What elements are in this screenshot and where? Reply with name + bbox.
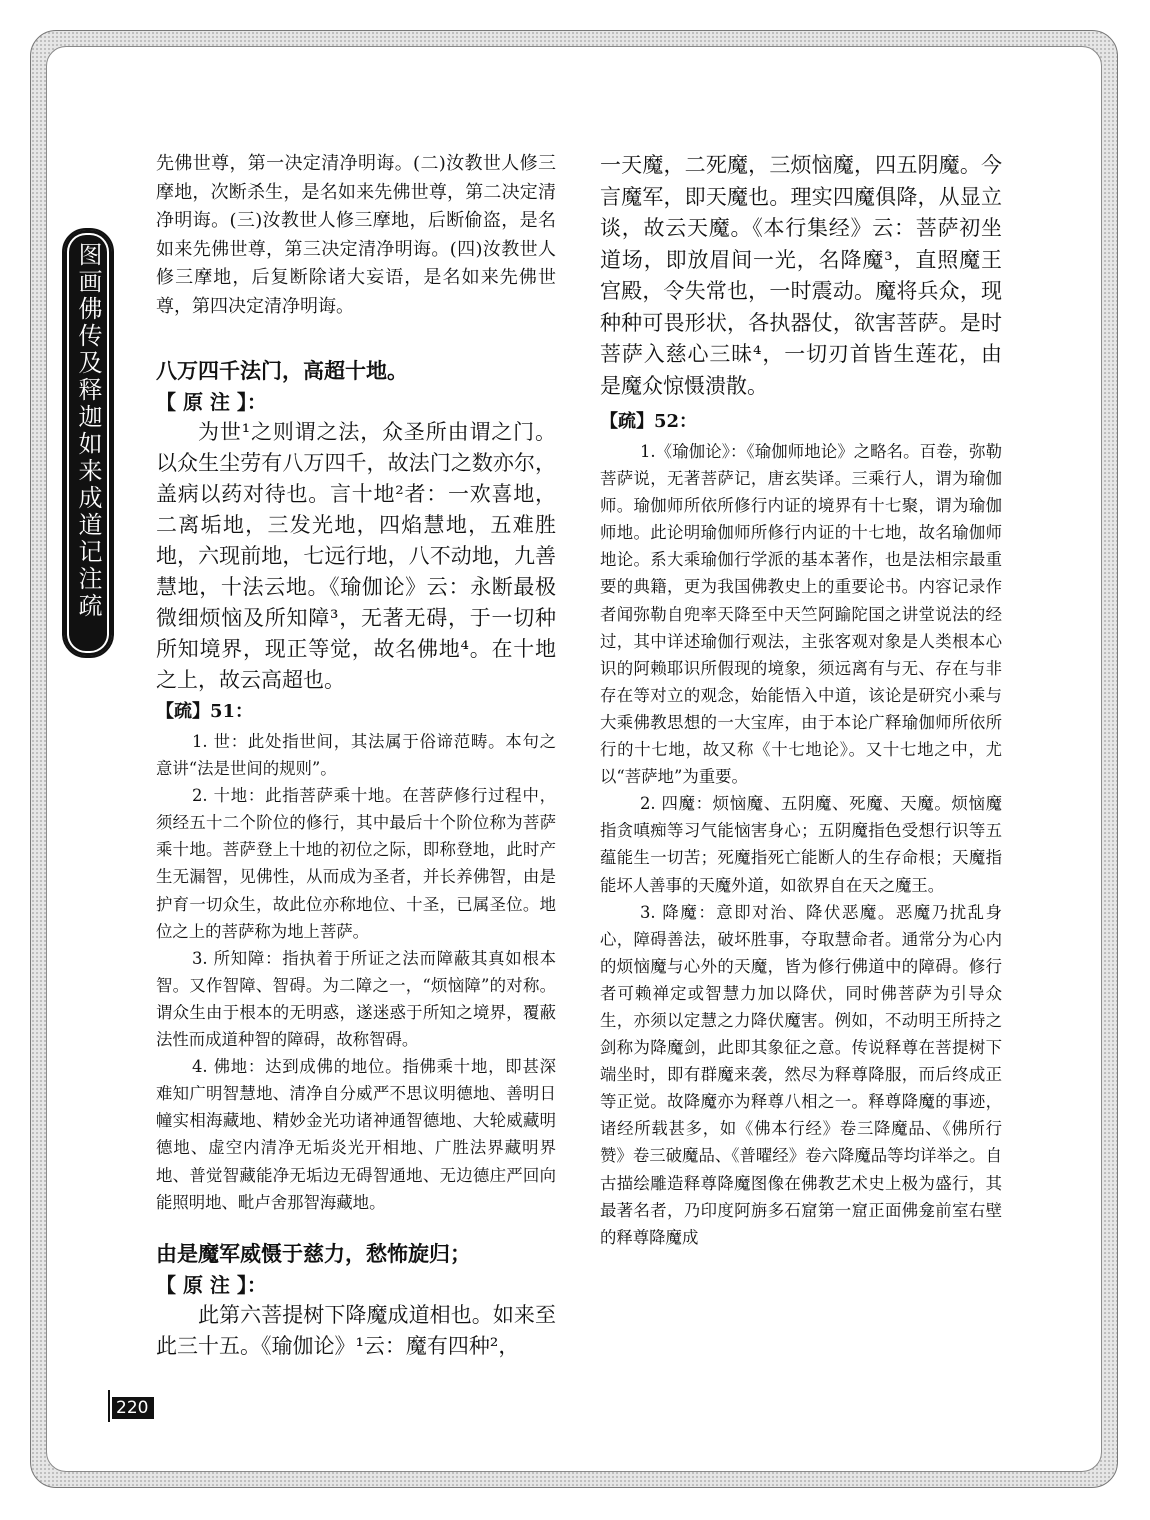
side-tab-title: 图画佛传及释迦如来成道记注疏 xyxy=(74,242,102,620)
commentary-52-item-2: 2. 四魔：烦恼魔、五阴魔、死魔、天魔。烦恼魔指贪嗔痴等习气能恼害身心；五阴魔指色受想行识等五蕴能生一切苦；死魔指死亡能断人的生存命根；天魔指能坏人善事的天魔外道，如欲界自在天之魔王。 xyxy=(600,794,1002,895)
section-heading-2: 由是魔军威慑于慈力，愁怖旋归； xyxy=(156,1240,471,1266)
original-note-text-2: 此第六菩提树下降魔成道相也。如来至此三十五。《瑜伽论》¹云：魔有四种²， xyxy=(156,1302,556,1358)
continued-paragraph: 一天魔，二死魔，三烦恼魔，四五阴魔。今言魔军，即天魔也。理实四魔俱降，从显立谈，故云天魔。《本行集经》云：菩萨初坐道场，即放眉间一光，名降魔³，直照魔王宫殿，令失常也，一时震动。魔将兵众，现种种可畏形状，各执器仗，欲害菩萨。是时菩萨入慈心三昧⁴，一切刃首皆生莲花，由是魔众惊慑溃散。 xyxy=(600,153,1002,398)
commentary-51-item-1: 1. 世：此处指世间，其法属于俗谛范畴。本句之意讲“法是世间的规则”。 xyxy=(156,732,556,779)
page-number-rule xyxy=(108,1390,110,1422)
section-heading-1: 八万四千法门，高超十地。 xyxy=(156,358,408,383)
intro-paragraph: 先佛世尊，第一决定清净明诲。(二)汝教世人修三摩地，次断杀生，是名如来先佛世尊，第二决定清净明诲。(三)汝教世人修三摩地，后断偷盗，是名如来先佛世尊，第三决定清净明诲。(四)汝教世人修三摩地，后复断除诸大妄语，是名如来先佛世尊，第四决定清净明诲。 xyxy=(156,153,556,317)
commentary-51-item-2: 2. 十地：此指菩萨乘十地。在菩萨修行过程中，须经五十二个阶位的修行，其中最后十个阶位称为菩萨乘十地。菩萨登上十地的初位之际，即称登地，此时产生无漏智，见佛性，从而成为圣者，并长养佛智，由是护育一切众生，故此位亦称地位、十圣，已属圣位。地位之上的菩萨称为地上菩萨。 xyxy=(156,786,556,941)
original-note-text-1: 为世¹之则谓之法，众圣所由谓之门。以众生尘劳有八万四千，故法门之数亦尔，盖病以药对待也。言十地²者：一欢喜地，二离垢地，三发光地，四焰慧地，五难胜地，六现前地，七远行地，八不动地，九善慧地，十法云地。《瑜伽论》云：永断最极微细烦恼及所知障³，无著无碍，于一切种所知境界，现正等觉，故名佛地⁴。在十地之上，故云高超也。 xyxy=(156,420,556,692)
commentary-label-51: 【疏】51： xyxy=(156,701,254,722)
commentary-52-item-1: 1.《瑜伽论》：《瑜伽师地论》之略名。百卷，弥勒菩萨说，无著菩萨记，唐玄奘译。三乘行人，谓为瑜伽师。瑜伽师所依所修行内证的境界有十七聚，谓为瑜伽师地。此论明瑜伽师所修行内证的十七地，故名瑜伽师地论。系大乘瑜伽行学派的基本著作，也是法相宗最重要的典籍，更为我国佛教史上的重要论书。内容记录作者闻弥勒自兜率天降至中天竺阿踰陀国之讲堂说法的经过，其中详述瑜伽行观法，主张客观对象是人类根本心识的阿赖耶识所假现的境象，须远离有与无、存在与非存在等对立的观念，始能悟入中道，该论是研究小乘与大乘佛教思想的一大宝库，由于本论广释瑜伽师所依所行的十七地，故又称《十七地论》。又十七地之中，尤以“菩萨地”为重要。 xyxy=(600,442,1002,787)
original-note-label-2: 【 原 注 】： xyxy=(156,1272,267,1297)
page-number: 220 xyxy=(112,1397,154,1419)
original-note-label-1: 【 原 注 】： xyxy=(156,390,267,414)
commentary-51-item-4: 4. 佛地：达到成佛的地位。指佛乘十地，即甚深难知广明智慧地、清净自分威严不思议明德地、善明日幢实相海藏地、精妙金光功诸神通智德地、大轮威藏明德地、虚空内清净无垢炎光开相地、广胜法界藏明界地、普觉智藏能净无垢边无碍智通地、无边德庄严回向能照明地、毗卢舍那智海藏地。 xyxy=(156,1057,556,1212)
commentary-51-item-3: 3. 所知障：指执着于所证之法而障蔽其真如根本智。又作智障、智碍。为二障之一，“烦恼障”的对称。谓众生由于根本的无明惑，遂迷惑于所知之境界，覆蔽法性而成道种智的障碍，故称智碍。 xyxy=(156,948,556,1050)
commentary-label-52: 【疏】52： xyxy=(600,411,698,432)
side-chapter-tab xyxy=(62,228,114,658)
right-column xyxy=(600,150,1002,1251)
left-column xyxy=(156,150,556,1362)
commentary-52-item-3: 3. 降魔：意即对治、降伏恶魔。恶魔乃扰乱身心，障碍善法，破坏胜事，夺取慧命者。通常分为心内的烦恼魔与心外的天魔，皆为修行佛道中的障碍。修行者可赖禅定或智慧力加以降伏，同时佛菩萨为引导众生，亦须以定慧之力降伏魔害。例如，不动明王所持之剑称为降魔剑，此即其象征之意。传说释尊在菩提树下端坐时，即有群魔来袭，然尽为释尊降服，而后终成正等正觉。故降魔亦为释尊八相之一。释尊降魔的事迹，诸经所载甚多，如《佛本行经》卷三降魔品、《佛所行赞》卷三破魔品、《普曜经》卷六降魔品等均详举之。自古描绘雕造释尊降魔图像在佛教艺术史上极为盛行，其最著名者，乃印度阿旃多石窟第一窟正面佛龛前室右壁的释尊降魔成 xyxy=(600,902,1002,1247)
